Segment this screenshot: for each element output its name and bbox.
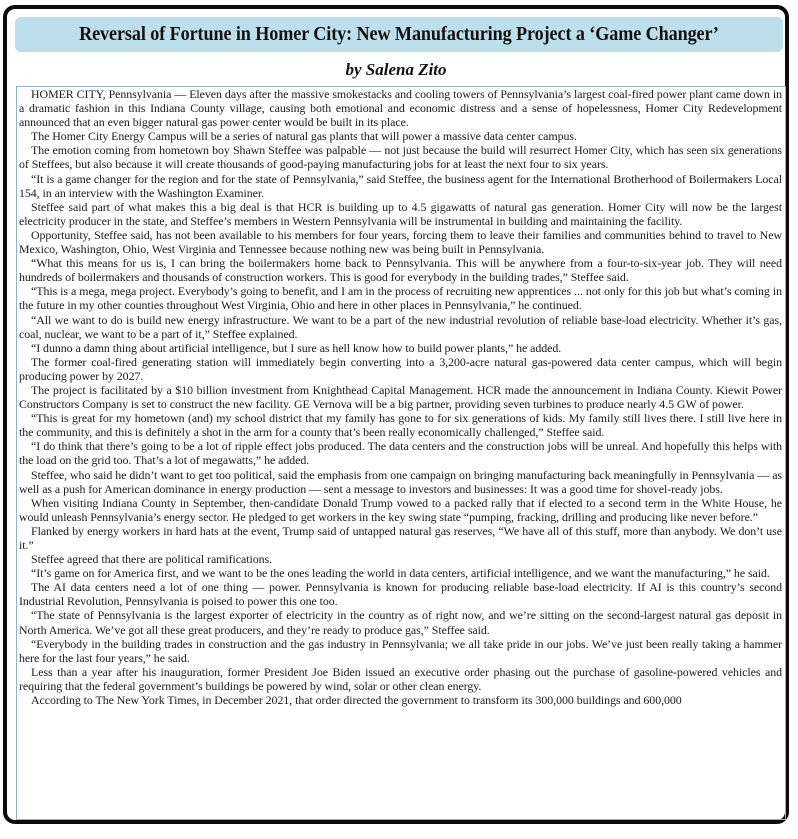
article-paragraph: Steffee agreed that there are political ramifications.: [31, 552, 273, 567]
article-paragraph: The AI data centers need a lot of one thing — power. Pennsylvania is known for producing reliable base-load electricity. If AI is this country’s second Industrial Revolution, Pennsylvania is poised to power this one too.: [19, 580, 782, 609]
article-paragraph: Steffee, who said he didn’t want to get too political, said the emphasis from one campaign on bringing manufacturing back meaningfully in Pennsylvania — as well as a push for American dominance in energy production — sent a message to investors and businesses: It was a good time for shovel-ready jobs.: [19, 467, 782, 496]
article-title: Reversal of Fortune in Homer City: New Manufacturing Project a ‘Game Changer’: [79, 23, 719, 45]
article-paragraph: The emotion coming from hometown boy Shawn Steffee was palpable — not just because the build will resurrect Homer City, which has seen six generations of Steffees, but also because it will create thousands of good-paying manufacturing jobs for at least the next four to six years.: [19, 143, 782, 172]
article-paragraph: “I dunno a damn thing about artificial intelligence, but I sure as hell know how to build power plants,” he added.: [31, 340, 562, 355]
article-paragraph: “The state of Pennsylvania is the largest exporter of electricity in the country as of right now, and we’re sitting on the second-largest natural gas deposit in North America. We’ve got all these great producers, and they’re ready to produce gas,” Steffee said.: [19, 608, 782, 637]
article-paragraph: “Everybody in the building trades in construction and the gas industry in Pennsylvania; we all take pride in our jobs. We’ve just been really taking a hammer here for the last four years,” he said.: [19, 636, 782, 665]
article-frame: [3, 5, 789, 824]
article-paragraph: HOMER CITY, Pennsylvania — Eleven days after the massive smokestacks and cooling towers of Pennsylvania’s largest coal-fired power plant came down in a dramatic fashion in this Indiana County village, causing both emotional and economic distress and a sense of hopelessness, Homer City Redevelopment announced that an even bigger natural gas power center would be built in its place.: [19, 87, 782, 130]
article-paragraph: “What this means for us is, I can bring the boilermakers home back to Pennsylvania. This will be anywhere from a four-to-six-year job. They will need hundreds of boilermakers and thousands of construction workers. This is good for everybody in the building trades,” Steffee said.: [19, 256, 782, 285]
article-paragraph: The project is facilitated by a $10 billion investment from Knighthead Capital Management. HCR made the announcement in Indiana County. Kiewit Power Constructors Company is set to construct the new facility. GE Vernova will be a big partner, providing seven turbines to produce nearly 4.5 GW of power.: [19, 382, 782, 412]
article-paragraph: “This is a mega, mega project. Everybody’s going to benefit, and I am in the process of recruiting new apprentices ... not only for this job but what’s coming in the future in my other counties throughout West Virginia, Ohio and here in other places in Pennsylvania,” he continued.: [19, 284, 782, 313]
article-paragraph: “This is great for my hometown (and) my school district that my family has gone to for six generations of kids. My family still lives there. I still live here in the community, and this is definitely a shot in the arm for a county that’s been really economically challenged,” Steffee said.: [19, 411, 782, 440]
article-paragraph: “It is a game changer for the region and for the state of Pennsylvania,” said Steffee, the business agent for the International Brotherhood of Boilermakers Local 154, in an interview with the Washington Examiner.: [19, 171, 782, 200]
article-paragraph: When visiting Indiana County in September, then-candidate Donald Trump vowed to a packed rally that if elected to a second term in the White House, he would unleash Pennsylvania’s energy sector. He pledged to get workers in the key swing state “pumping, fracking, drilling and producing like never before.”: [19, 495, 782, 524]
article-paragraph: Opportunity, Steffee said, has not been available to his members for four years, forcing them to leave their families and communities behind to travel to New Mexico, Washington, Ohio, West Virginia and Tennessee because nothing new was being built in Pennsylvania.: [19, 227, 782, 257]
article-paragraph: “All we want to do is build new energy infrastructure. We want to be a part of the new industrial revolution of reliable base-load electricity. Whether it’s gas, coal, nuclear, we want to be a part of it,” Steffee explained.: [19, 312, 782, 341]
article-byline: by Salena Zito: [345, 60, 447, 79]
article-paragraph: According to The New York Times, in December 2021, that order directed the government to transform its 300,000 buildings and 600,000: [31, 693, 682, 708]
article-paragraph: Flanked by energy workers in hard hats at the event, Trump said of untapped natural gas reserves, “We have all of this stuff, more than anybody. We don’t use it.”: [19, 523, 782, 552]
article-paragraph: The former coal-fired generating station will immediately begin converting into a 3,200-acre natural gas-powered data center campus, which will begin producing power by 2027.: [19, 354, 782, 383]
article-paragraph: Steffee said part of what makes this a big deal is that HCR is building up to 4.5 gigawatts of natural gas generation. Homer City will now be the largest electricity producer in the state, and Steffee’s members in Western Pennsylvania will be instrumental in building and maintaining the facility.: [19, 199, 782, 228]
article-paragraph: “It’s game on for America first, and we want to be the ones leading the world in data centers, artificial intelligence, and we want the manufacturing,” he said.: [31, 566, 770, 581]
article-paragraph: “I do think that there’s going to be a lot of ripple effect jobs produced. The data centers and the construction jobs will be unreal. And hopefully this helps with the load on the grid too. That’s a lot of megawatts,” he added.: [19, 439, 782, 468]
article-paragraph: The Homer City Energy Campus will be a series of natural gas plants that will power a massive data center campus.: [31, 129, 577, 144]
article-body[interactable]: [16, 86, 786, 820]
title-banner: [15, 17, 783, 52]
article-paragraph: Less than a year after his inauguration, former President Joe Biden issued an executive order phasing out the purchase of gasoline-powered vehicles and requiring that the federal government’s buildings be powered by wind, solar or other clean energy.: [19, 664, 782, 693]
